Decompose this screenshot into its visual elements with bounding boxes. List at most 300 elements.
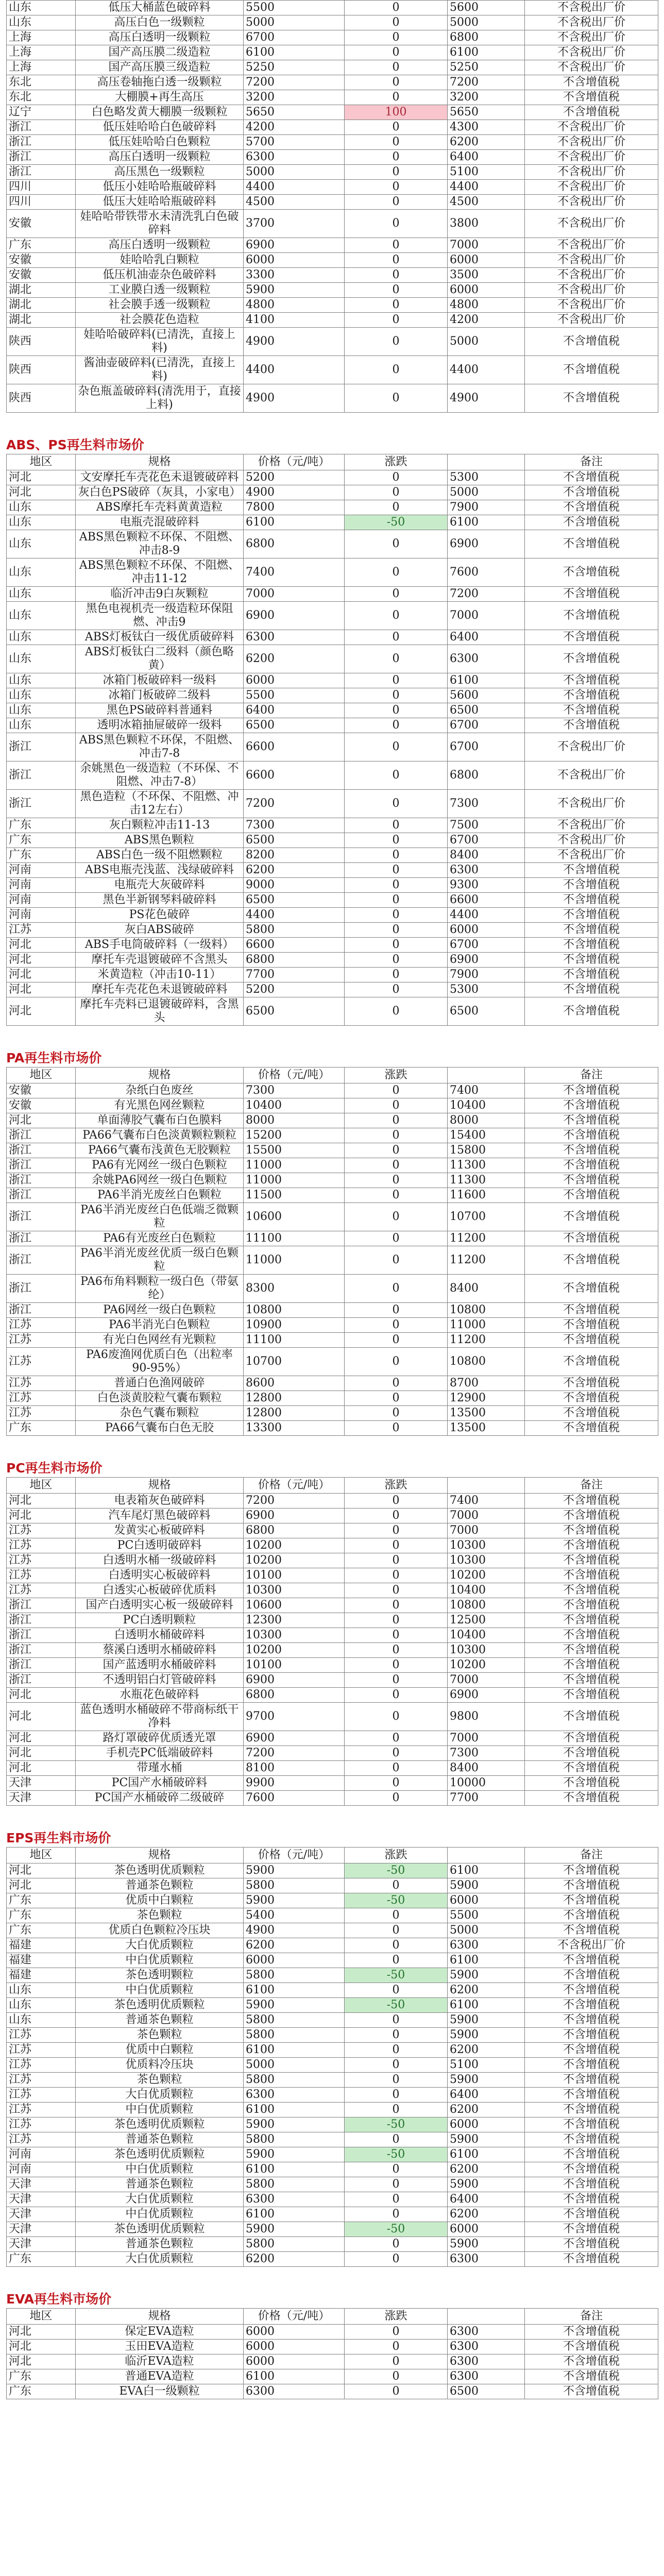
region-cell: 广东 <box>7 2252 76 2267</box>
spec-cell: 带瑾水桶 <box>76 1761 244 1776</box>
header-price: 价格（元/吨） <box>244 2309 345 2325</box>
note-cell: 不含税出厂价 <box>525 135 658 150</box>
spec-cell: ABS手电筒破碎料（一级料） <box>76 938 244 953</box>
region-cell: 河南 <box>7 893 76 908</box>
table-row <box>7 1703 658 1731</box>
price-cell: 10200 <box>244 1643 345 1658</box>
region-cell: 天津 <box>7 2177 76 2192</box>
table-header-row <box>7 2309 658 2325</box>
change-cell: 0 <box>345 135 448 150</box>
header-change: 涨跌 <box>345 1478 448 1494</box>
table-row <box>7 1143 658 1158</box>
region-cell: 广东 <box>7 1421 76 1436</box>
price-alt-cell: 6900 <box>448 1688 525 1703</box>
spec-cell: 发黄实心板破碎料 <box>76 1523 244 1538</box>
spec-cell: 大白优质颗粒 <box>76 1938 244 1953</box>
note-cell: 不含增值税 <box>525 718 658 733</box>
region-cell: 福建 <box>7 1953 76 1968</box>
price-cell: 10600 <box>244 1598 345 1613</box>
note-cell: 不含增值税 <box>525 1583 658 1598</box>
region-cell: 浙江 <box>7 1628 76 1643</box>
note-cell: 不含增值税 <box>525 968 658 982</box>
price-alt-cell: 8400 <box>448 1761 525 1776</box>
note-cell: 不含增值税 <box>525 1421 658 1436</box>
spec-cell: 保定EVA造粒 <box>76 2325 244 2340</box>
change-cell: 0 <box>345 1113 448 1128</box>
note-cell: 不含增值税 <box>525 1628 658 1643</box>
spec-cell: 杂纸白色废丝 <box>76 1083 244 1098</box>
table-header-row <box>7 1067 658 1083</box>
price-alt-cell: 10300 <box>448 1553 525 1568</box>
price-alt-cell: 6700 <box>448 733 525 761</box>
region-cell: 山东 <box>7 1983 76 1998</box>
spec-cell: ABS黑色颗粒不环保，不阻燃、冲击7-8 <box>76 733 244 761</box>
spec-cell: 电表箱灰色破碎料 <box>76 1494 244 1509</box>
region-cell: 浙江 <box>7 1643 76 1658</box>
header-region: 地区 <box>7 454 76 470</box>
header-spec: 规格 <box>76 1848 244 1863</box>
table-row <box>7 2207 658 2222</box>
region-cell: 天津 <box>7 1776 76 1791</box>
price-cell: 3700 <box>244 210 345 238</box>
change-cell: 0 <box>345 1878 448 1893</box>
note-cell: 不含增值税 <box>525 703 658 718</box>
table-row <box>7 1158 658 1173</box>
price-cell: 3200 <box>244 90 345 105</box>
spec-cell: 茶色透明优质颗粒 <box>76 2117 244 2132</box>
change-cell: -50 <box>345 1863 448 1878</box>
note-cell: 不含增值税 <box>525 2177 658 2192</box>
spec-cell: ABS灯板钛白二级料（颜色略黄） <box>76 645 244 673</box>
change-cell: 0 <box>345 30 448 45</box>
region-cell: 安徽 <box>7 1083 76 1098</box>
change-cell: 0 <box>345 1303 448 1318</box>
price-cell: 7300 <box>244 818 345 833</box>
region-cell: 河北 <box>7 1761 76 1776</box>
change-cell: 0 <box>345 1776 448 1791</box>
note-cell: 不含增值税 <box>525 630 658 645</box>
spec-cell: 黑色造粒（不环保、不阻燃、冲击12左右） <box>76 790 244 818</box>
spec-cell: PA6半消光白色颗粒 <box>76 1318 244 1333</box>
table-row <box>7 645 658 673</box>
price-alt-cell: 5650 <box>448 105 525 120</box>
change-cell: 0 <box>345 848 448 863</box>
note-cell: 不含增值税 <box>525 1173 658 1188</box>
price-table <box>6 1847 658 2267</box>
spec-cell: ABS黑色颗粒不环保、不阻燃、冲击11-12 <box>76 558 244 587</box>
region-cell: 天津 <box>7 1791 76 1806</box>
price-cell: 6100 <box>244 2162 345 2177</box>
note-cell: 不含税出厂价 <box>525 195 658 210</box>
table-row <box>7 558 658 587</box>
note-cell: 不含增值税 <box>525 1968 658 1983</box>
spec-cell: 冰箱门板破碎二级料 <box>76 688 244 703</box>
price-cell: 6100 <box>244 45 345 60</box>
price-cell: 7400 <box>244 558 345 587</box>
change-cell: 0 <box>345 1523 448 1538</box>
price-alt-cell: 6100 <box>448 1863 525 1878</box>
region-cell: 上海 <box>7 45 76 60</box>
table-row <box>7 2340 658 2354</box>
region-cell: 河南 <box>7 878 76 893</box>
table-row <box>7 515 658 530</box>
spec-cell: 黑色电视机壳一级造粒环保阻燃、冲击9 <box>76 602 244 630</box>
price-alt-cell: 7900 <box>448 968 525 982</box>
price-cell: 4900 <box>244 485 345 500</box>
table-row <box>7 1083 658 1098</box>
price-cell: 4900 <box>244 1923 345 1938</box>
region-cell: 广东 <box>7 2384 76 2399</box>
change-cell: 0 <box>345 997 448 1026</box>
note-cell: 不含增值税 <box>525 1643 658 1658</box>
spec-cell: PA66气囊布浅黄色无胶颗粒 <box>76 1143 244 1158</box>
change-cell: 0 <box>345 2043 448 2058</box>
price-table <box>6 1477 658 1806</box>
region-cell: 河北 <box>7 1731 76 1746</box>
change-cell: 0 <box>345 1421 448 1436</box>
price-alt-cell: 5900 <box>448 1968 525 1983</box>
section-spacer <box>6 1026 658 1045</box>
note-cell: 不含增值税 <box>525 2162 658 2177</box>
header-price: 价格（元/吨） <box>244 454 345 470</box>
price-cell: 6200 <box>244 2252 345 2267</box>
note-cell: 不含增值税 <box>525 2117 658 2132</box>
note-cell: 不含增值税 <box>525 530 658 558</box>
change-cell: 0 <box>345 863 448 878</box>
spec-cell: 白透明水桶破碎料 <box>76 1628 244 1643</box>
price-alt-cell: 5500 <box>448 1908 525 1923</box>
spec-cell: 中白优质颗粒 <box>76 2103 244 2117</box>
header-price-alt <box>448 454 525 470</box>
change-cell: 0 <box>345 1 448 15</box>
region-cell: 江苏 <box>7 1318 76 1333</box>
change-cell: 0 <box>345 2354 448 2369</box>
change-cell: 0 <box>345 75 448 90</box>
note-cell: 不含增值税 <box>525 923 658 938</box>
spec-cell: 大棚膜+再生高压 <box>76 90 244 105</box>
spec-cell: 汽车尾灯黑色破碎料 <box>76 1509 244 1523</box>
table-row <box>7 1113 658 1128</box>
price-alt-cell: 12900 <box>448 1391 525 1406</box>
table-row <box>7 2088 658 2103</box>
region-cell: 江苏 <box>7 2028 76 2043</box>
note-cell: 不含增值税 <box>525 2207 658 2222</box>
change-cell: -50 <box>345 1893 448 1908</box>
section-title: EVA再生料市场价 <box>6 2292 112 2307</box>
price-cell: 10800 <box>244 1303 345 1318</box>
price-cell: 6600 <box>244 938 345 953</box>
table-row <box>7 1863 658 1878</box>
table-row <box>7 1246 658 1275</box>
price-alt-cell: 12500 <box>448 1613 525 1628</box>
table-row <box>7 982 658 997</box>
price-cell: 6300 <box>244 2192 345 2207</box>
price-cell: 6800 <box>244 1688 345 1703</box>
table-row <box>7 2028 658 2043</box>
region-cell: 河北 <box>7 2325 76 2340</box>
change-cell: 0 <box>345 2252 448 2267</box>
table-row <box>7 2354 658 2369</box>
change-cell: 0 <box>345 283 448 298</box>
change-cell: 0 <box>345 1509 448 1523</box>
change-cell: 0 <box>345 1494 448 1509</box>
table-row <box>7 2369 658 2384</box>
header-change: 涨跌 <box>345 454 448 470</box>
region-cell: 安徽 <box>7 1098 76 1113</box>
change-cell: 0 <box>345 833 448 848</box>
change-cell: 0 <box>345 1923 448 1938</box>
region-cell: 广东 <box>7 2369 76 2384</box>
region-cell: 山东 <box>7 673 76 688</box>
price-alt-cell: 4500 <box>448 195 525 210</box>
table-row <box>7 688 658 703</box>
price-cell: 10300 <box>244 1628 345 1643</box>
table-row <box>7 893 658 908</box>
spec-cell: 普通茶色颗粒 <box>76 2177 244 2192</box>
spec-cell: PA6半消光废丝白色低端乏微颗粒 <box>76 1203 244 1231</box>
price-alt-cell: 7000 <box>448 602 525 630</box>
price-alt-cell: 5100 <box>448 165 525 180</box>
region-cell: 辽宁 <box>7 105 76 120</box>
spec-cell: PA6布角料颗粒一级白色（带氨纶） <box>76 1275 244 1303</box>
spec-cell: 高压白透明一级颗粒 <box>76 238 244 253</box>
table-row <box>7 790 658 818</box>
note-cell: 不含增值税 <box>525 1391 658 1406</box>
table-row <box>7 1643 658 1658</box>
price-cell: 5900 <box>244 2222 345 2237</box>
price-cell: 6900 <box>244 1673 345 1688</box>
region-cell: 河北 <box>7 997 76 1026</box>
spec-cell: 普通茶色颗粒 <box>76 1878 244 1893</box>
price-alt-cell: 6400 <box>448 630 525 645</box>
price-alt-cell: 7200 <box>448 587 525 602</box>
table-row <box>7 673 658 688</box>
change-cell: 0 <box>345 1143 448 1158</box>
price-cell: 3300 <box>244 268 345 283</box>
note-cell: 不含增值税 <box>525 485 658 500</box>
price-cell: 5000 <box>244 2058 345 2073</box>
spec-cell: 低压大桶蓝色破碎料 <box>76 1 244 15</box>
price-alt-cell: 9800 <box>448 1703 525 1731</box>
region-cell: 江苏 <box>7 2058 76 2073</box>
price-alt-cell: 5900 <box>448 2028 525 2043</box>
region-cell: 浙江 <box>7 1231 76 1246</box>
header-spec: 规格 <box>76 1067 244 1083</box>
change-cell: 0 <box>345 1791 448 1806</box>
spec-cell: 优质白色颗粒冷压块 <box>76 1923 244 1938</box>
region-cell: 江苏 <box>7 1391 76 1406</box>
region-cell: 江苏 <box>7 1406 76 1421</box>
spec-cell: ABS黑色颗粒 <box>76 833 244 848</box>
region-cell: 浙江 <box>7 733 76 761</box>
note-cell: 不含增值税 <box>525 953 658 968</box>
region-cell: 陕西 <box>7 356 76 384</box>
price-alt-cell: 7000 <box>448 1523 525 1538</box>
region-cell: 河北 <box>7 968 76 982</box>
note-cell: 不含税出厂价 <box>525 818 658 833</box>
note-cell: 不含税出厂价 <box>525 790 658 818</box>
table-row <box>7 587 658 602</box>
spec-cell: 摩托车壳花色未退镀破碎料 <box>76 982 244 997</box>
region-cell: 福建 <box>7 1938 76 1953</box>
price-alt-cell: 10400 <box>448 1583 525 1598</box>
change-cell: 0 <box>345 253 448 268</box>
spec-cell: 优质中白颗粒 <box>76 2043 244 2058</box>
section-spacer <box>6 2267 658 2286</box>
price-cell: 6600 <box>244 733 345 761</box>
price-alt-cell: 7300 <box>448 1746 525 1761</box>
price-cell: 7200 <box>244 790 345 818</box>
region-cell: 河北 <box>7 982 76 997</box>
price-cell: 7800 <box>244 500 345 515</box>
price-cell: 11000 <box>244 1158 345 1173</box>
spec-cell: 社会膜手透一级颗粒 <box>76 298 244 313</box>
note-cell: 不含增值税 <box>525 908 658 923</box>
note-cell: 不含增值税 <box>525 673 658 688</box>
spec-cell: 余姚黑色一级造粒（不环保、不阻燃、冲击7-8） <box>76 761 244 790</box>
price-cell: 6000 <box>244 253 345 268</box>
price-alt-cell: 5600 <box>448 1 525 15</box>
region-cell: 江苏 <box>7 1348 76 1376</box>
region-cell: 江苏 <box>7 2043 76 2058</box>
region-cell: 天津 <box>7 2192 76 2207</box>
price-cell: 10600 <box>244 1203 345 1231</box>
price-cell: 6900 <box>244 602 345 630</box>
price-cell: 6700 <box>244 30 345 45</box>
section-spacer <box>6 1436 658 1455</box>
price-cell: 5900 <box>244 2117 345 2132</box>
price-cell: 11000 <box>244 1173 345 1188</box>
price-alt-cell: 6300 <box>448 863 525 878</box>
price-cell: 6300 <box>244 150 345 165</box>
change-cell: 0 <box>345 923 448 938</box>
table-row <box>7 1598 658 1613</box>
price-alt-cell: 5000 <box>448 485 525 500</box>
region-cell: 河北 <box>7 1746 76 1761</box>
spec-cell: 白色淡黄胶粒气囊布颗粒 <box>76 1391 244 1406</box>
change-cell: 0 <box>345 587 448 602</box>
price-alt-cell: 7700 <box>448 1791 525 1806</box>
spec-cell: PC国产水桶破碎料 <box>76 1776 244 1791</box>
region-cell: 河北 <box>7 1863 76 1878</box>
note-cell: 不含增值税 <box>525 1553 658 1568</box>
spec-cell: PC白透明颗粒 <box>76 1613 244 1628</box>
change-cell: 0 <box>345 733 448 761</box>
price-alt-cell: 6900 <box>448 953 525 968</box>
region-cell: 河北 <box>7 2354 76 2369</box>
note-cell: 不含税出厂价 <box>525 313 658 328</box>
region-cell: 广东 <box>7 238 76 253</box>
price-cell: 8200 <box>244 848 345 863</box>
change-cell: 0 <box>345 60 448 75</box>
spec-cell: 社会膜花色造粒 <box>76 313 244 328</box>
price-cell: 6000 <box>244 673 345 688</box>
price-alt-cell: 7600 <box>448 558 525 587</box>
note-cell: 不含增值税 <box>525 2132 658 2147</box>
change-cell: 0 <box>345 1538 448 1553</box>
price-alt-cell: 10800 <box>448 1348 525 1376</box>
table-row <box>7 253 658 268</box>
price-alt-cell: 10700 <box>448 1203 525 1231</box>
price-table <box>6 1067 658 1436</box>
spec-cell: ABS灯板钛白一级优质破碎料 <box>76 630 244 645</box>
price-alt-cell: 10400 <box>448 1098 525 1113</box>
price-cell: 6100 <box>244 2043 345 2058</box>
price-alt-cell: 6700 <box>448 718 525 733</box>
change-cell: 0 <box>345 1158 448 1173</box>
change-cell: 0 <box>345 645 448 673</box>
table-row <box>7 268 658 283</box>
change-cell: 0 <box>345 1628 448 1643</box>
price-alt-cell: 10200 <box>448 1658 525 1673</box>
price-cell: 5200 <box>244 982 345 997</box>
region-cell: 河南 <box>7 908 76 923</box>
note-cell: 不含增值税 <box>525 2103 658 2117</box>
price-cell: 10400 <box>244 1098 345 1113</box>
price-cell: 12800 <box>244 1391 345 1406</box>
price-cell: 9900 <box>244 1776 345 1791</box>
region-cell: 江苏 <box>7 1376 76 1391</box>
note-cell: 不含增值税 <box>525 2384 658 2399</box>
table-row <box>7 283 658 298</box>
spec-cell: 黑色PS破碎料普通料 <box>76 703 244 718</box>
price-alt-cell: 10800 <box>448 1303 525 1318</box>
price-alt-cell: 11600 <box>448 1188 525 1203</box>
region-cell: 浙江 <box>7 1128 76 1143</box>
note-cell: 不含税出厂价 <box>525 45 658 60</box>
table-row <box>7 1348 658 1376</box>
note-cell: 不含税出厂价 <box>525 238 658 253</box>
price-alt-cell: 11000 <box>448 1318 525 1333</box>
price-alt-cell: 6300 <box>448 1938 525 1953</box>
spec-cell: 国产蓝透明水桶破碎料 <box>76 1658 244 1673</box>
region-cell: 湖北 <box>7 283 76 298</box>
table-row <box>7 733 658 761</box>
price-alt-cell: 5300 <box>448 982 525 997</box>
price-cell: 6100 <box>244 2207 345 2222</box>
spec-cell: 茶色透明优质颗粒 <box>76 1863 244 1878</box>
price-alt-cell: 6100 <box>448 1953 525 1968</box>
change-cell: 0 <box>345 673 448 688</box>
table-row <box>7 1231 658 1246</box>
price-cell: 6600 <box>244 761 345 790</box>
note-cell: 不含税出厂价 <box>525 268 658 283</box>
table-row <box>7 1303 658 1318</box>
note-cell: 不含增值税 <box>525 500 658 515</box>
price-cell: 6300 <box>244 2088 345 2103</box>
change-cell: 0 <box>345 1553 448 1568</box>
spec-cell: 低压娃哈哈白色破碎料 <box>76 120 244 135</box>
header-note: 备注 <box>525 2309 658 2325</box>
price-alt-cell: 7000 <box>448 1509 525 1523</box>
note-cell: 不含增值税 <box>525 1791 658 1806</box>
spec-cell: 中白优质颗粒 <box>76 2162 244 2177</box>
spec-cell: 摩托车壳料已退镀破碎料，含黑头 <box>76 997 244 1026</box>
header-note: 备注 <box>525 1848 658 1863</box>
price-cell: 6400 <box>244 703 345 718</box>
table-row <box>7 630 658 645</box>
region-cell: 山东 <box>7 500 76 515</box>
region-cell: 广东 <box>7 818 76 833</box>
spec-cell: 普通白色渔网破碎 <box>76 1376 244 1391</box>
price-cell: 6300 <box>244 630 345 645</box>
spec-cell: 蔡溪白透明水桶破碎料 <box>76 1643 244 1658</box>
table-header-row <box>7 454 658 470</box>
spec-cell: 白色略发黄大棚膜一级颗粒 <box>76 105 244 120</box>
spec-cell: 娃哈哈乳白颗粒 <box>76 253 244 268</box>
note-cell: 不含税出厂价 <box>525 1938 658 1953</box>
price-cell: 6500 <box>244 893 345 908</box>
